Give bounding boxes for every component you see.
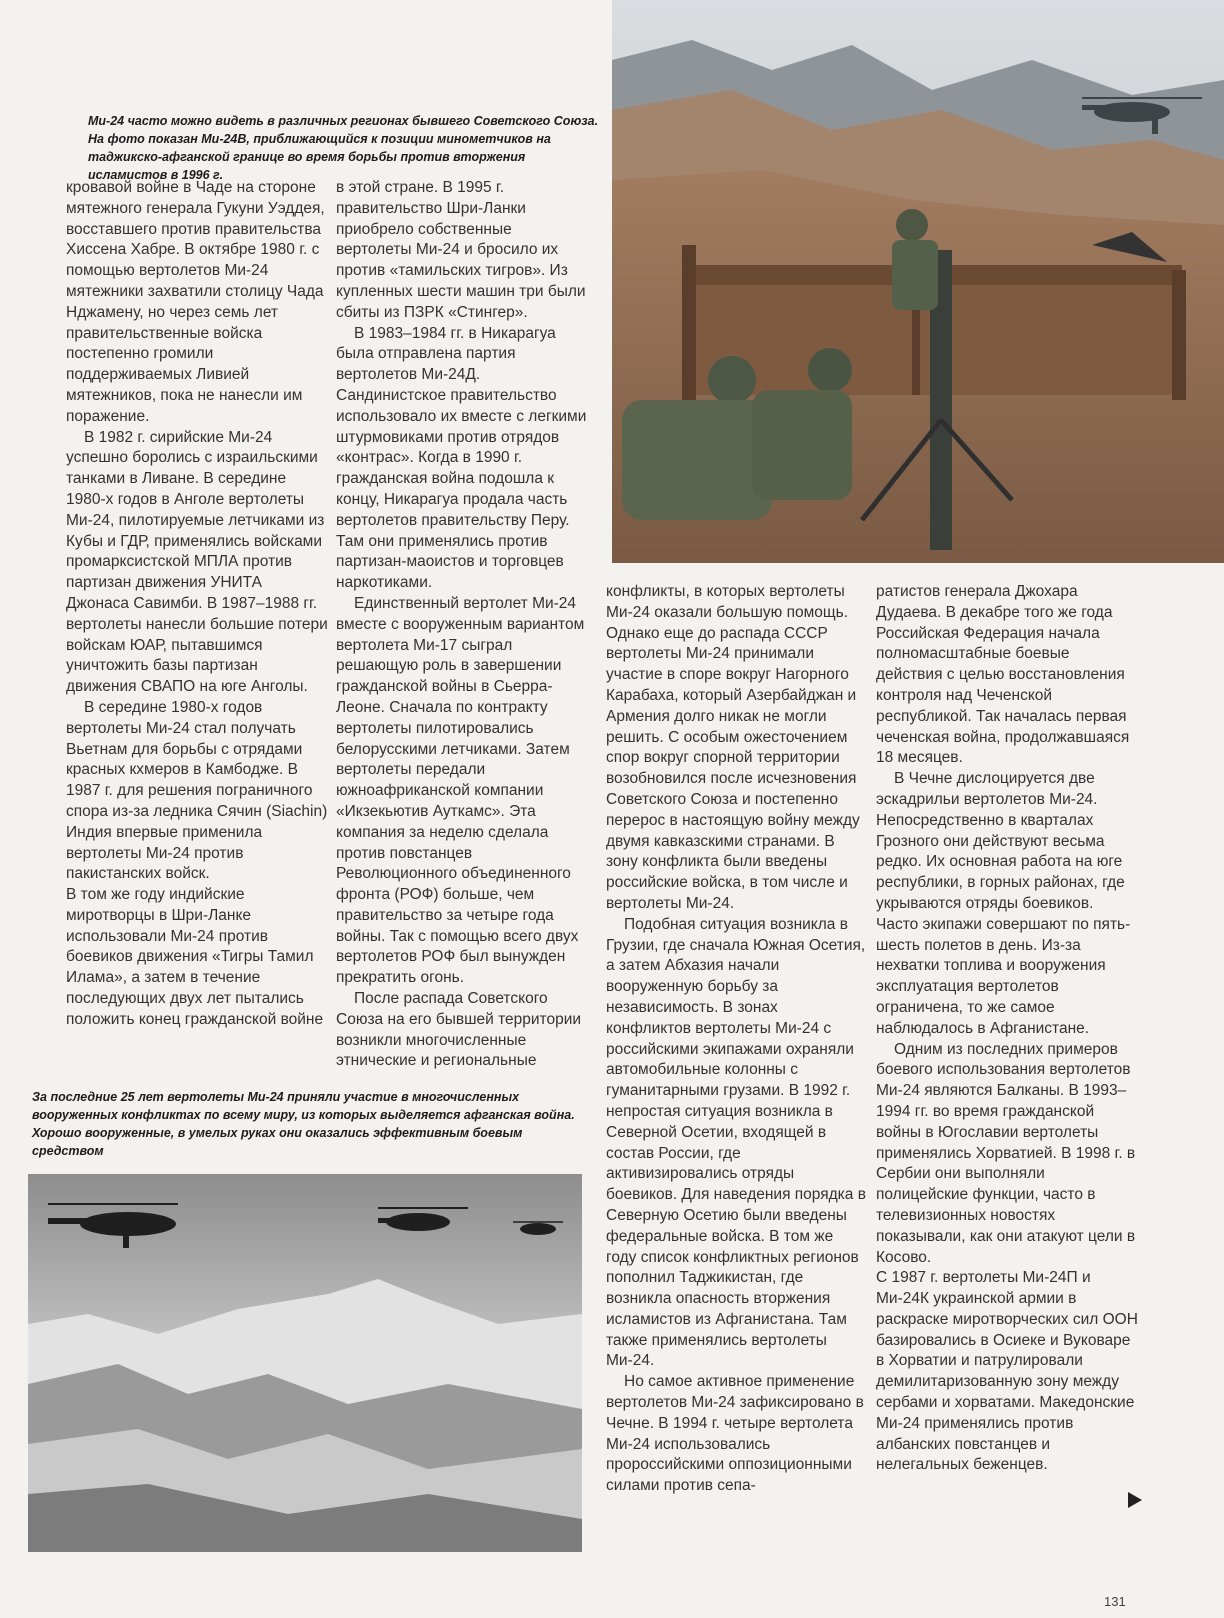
paragraph: Подобная ситуация возникла в Грузии, где сначала Южная Осетия, а затем Абхазия начали вооруженную борьбу за независимость. В зонах конфликтов вертолеты Ми-24 с российскими экипажами охраняли автомобильные колонны с гуманитарными грузами. В 1992 г. непростая ситуация возникла в Северной Осетии, входящей в состав России, где активизировались отряды боевиков. Для наведения порядка в Северную Осетию были введены федеральные войска. В том же году список конфликтных регионов пополнил Таджикистан, где возникла опасность вторжения исламистов из Афганистана. Там также применялись вертолеты Ми-24. xyxy=(606,915,866,1370)
paragraph: кровавой войне в Чаде на стороне мятежного генерала Гукуни Уэддея, восставшего против правительства Хиссена Хабре. В октябре 1980 г. с помощью вертолетов Ми-24 мятежники захватили столицу Чада Нджамену, но через семь лет правительственные войска постепенно громили поддерживаемых Ливией мятежников, пока не нанесли им поражение. xyxy=(66,179,325,425)
text-column-3 xyxy=(606,582,866,1497)
text-column-2 xyxy=(336,178,588,1072)
caption-top: Ми-24 часто можно видеть в различных регионах бывшего Советского Союза. На фото показан Ми-24В, приближающийся к позиции минометчиков на таджикско-афганской границе во время борьбы против вторжения исламистов в 1996 г. xyxy=(88,114,599,182)
paragraph: В 1982 г. сирийские Ми-24 успешно боролись с израильскими танками в Ливане. В середине 1980-х годов в Анголе вертолеты Ми-24, пилотируемые летчиками из Кубы и ГДР, применялись войсками промарксистской МПЛА против партизан движения УНИТА Джонаса Савимби. В 1987–1988 гг. вертолеты нанесли большие потери войскам ЮАР, пытавшимся уничтожить базы партизан движения СВАПО на юге Анголы. xyxy=(66,428,328,696)
paragraph: В том же году индийские миротворцы в Шри-Ланке использовали Ми-24 против боевиков движения «Тигры Тамил Илама», а затем в течение последующих двух лет пытались положить конец гражданской войне xyxy=(66,886,324,1028)
paragraph: конфликты, в которых вертолеты Ми-24 оказали большую помощь. Однако еще до распада СССР вертолеты Ми-24 принимали участие в споре вокруг Нагорного Карабаха, который Азербайджан и Армения долго никак не могли решить. С особым ожесточением спор вокруг спорной территории возобновился после исчезновения Советского Союза и постепенно перерос в настоящую войну между двумя кавказскими странами. В зону конфликта были введены российские войска, в том числе и вертолеты Ми-24. xyxy=(606,583,860,912)
top-photo-mortar-crew xyxy=(612,0,1224,563)
text-column-1 xyxy=(66,178,328,1031)
paragraph: После распада Советского Союза на его бывшей территории возникли многочисленные этнические и региональные xyxy=(336,990,582,1070)
caption-bottom: За последние 25 лет вертолеты Ми-24 приняли участие в многочисленных вооруженных конфликтах по всему миру, из которых выделяется афганская война. Хорошо вооруженные, в умелых руках они оказались эффективным боевым средством xyxy=(32,1090,575,1158)
paragraph: В Чечне дислоцируется две эскадрильи вертолетов Ми-24. Непосредственно в кварталах Грозного они действуют весьма редко. Их основная работа на юге республики, в горных районах, где укрываются отряды боевиков. Часто экипажи совершают по пять-шесть полетов в день. Из-за нехватки топлива и вооружения эксплуатация вертолетов ограничена, то же самое наблюдалось в Афганистане. xyxy=(876,770,1131,1037)
paragraph: Но самое активное применение вертолетов Ми-24 зафиксировано в Чечне. В 1994 г. четыре вертолета Ми-24 использовались пророссийскими оппозиционными силами против сепа- xyxy=(606,1373,864,1495)
paragraph: В 1983–1984 гг. в Никарагуа была отправлена партия вертолетов Ми-24Д. Сандинистское правительство использовало их вместе с легкими штурмовиками против отрядов «контрас». Когда в 1990 г. гражданская война подошла к концу, Никарагуа продала часть вертолетов правительству Перу. Там они применялись против партизан-маоистов и торговцев наркотиками. xyxy=(336,324,587,592)
page-number: 131 xyxy=(1104,1594,1126,1609)
paragraph: С 1987 г. вертолеты Ми-24П и Ми-24К украинской армии в раскраске миротворческих сил ООН базировались в Осиеке и Вуковаре в Хорватии и патрулировали демилитаризованную зону между сербами и хорватами. Македонские Ми-24 применялись против албанских повстанцев и нелегальных беженцев. xyxy=(876,1269,1138,1474)
paragraph: ратистов генерала Джохара Дудаева. В декабре того же года Российская Федерация начала полномасштабные боевые действия с целью восстановления контроля над Чеченской республикой. Так началась первая чеченская война, продолжавшаяся 18 месяцев. xyxy=(876,583,1130,767)
paragraph: в этой стране. В 1995 г. правительство Шри-Ланки приобрело собственные вертолеты Ми-24 и бросило их против «тамильских тигров». Из купленных шести машин три были сбиты из ПЗРК «Стингер». xyxy=(336,179,586,321)
text-column-4 xyxy=(876,582,1138,1476)
continue-arrow-icon xyxy=(1128,1492,1142,1508)
paragraph: Единственный вертолет Ми-24 вместе с вооруженным вариантом вертолета Ми-17 сыграл решающую роль в завершении гражданской войны в Сьерра-Леоне. Сначала по контракту вертолеты пилотировались белорусскими летчиками. Затем вертолеты передали южноафриканской компании «Икзекьютив Ауткамс». Эта компания за неделю сделала против повстанцев Революционного объединенного фронта (РОФ) больше, чем правительство за четыре года войны. Так с помощью всего двух вертолетов РОФ был вынужден прекратить огонь. xyxy=(336,594,585,987)
bottom-photo-helicopters-over-mountains xyxy=(28,1174,582,1552)
paragraph: В середине 1980-х годов вертолеты Ми-24 стал получать Вьетнам для борьбы с отрядами красных кхмеров в Камбодже. В 1987 г. для решения пограничного спора из-за ледника Сячин (Siachin) Индия впервые применила вертолеты Ми-24 против пакистанских войск. xyxy=(66,698,328,883)
paragraph: Одним из последних примеров боевого использования вертолетов Ми-24 являются Балканы. В 1993–1994 гг. во время гражданской войны в Югославии вертолеты применялись Хорватией. В 1998 г. в Сербии они выполняли полицейские функции, часто в телевизионных новостях показывали, как они атакуют цели в Косово. xyxy=(876,1040,1136,1266)
